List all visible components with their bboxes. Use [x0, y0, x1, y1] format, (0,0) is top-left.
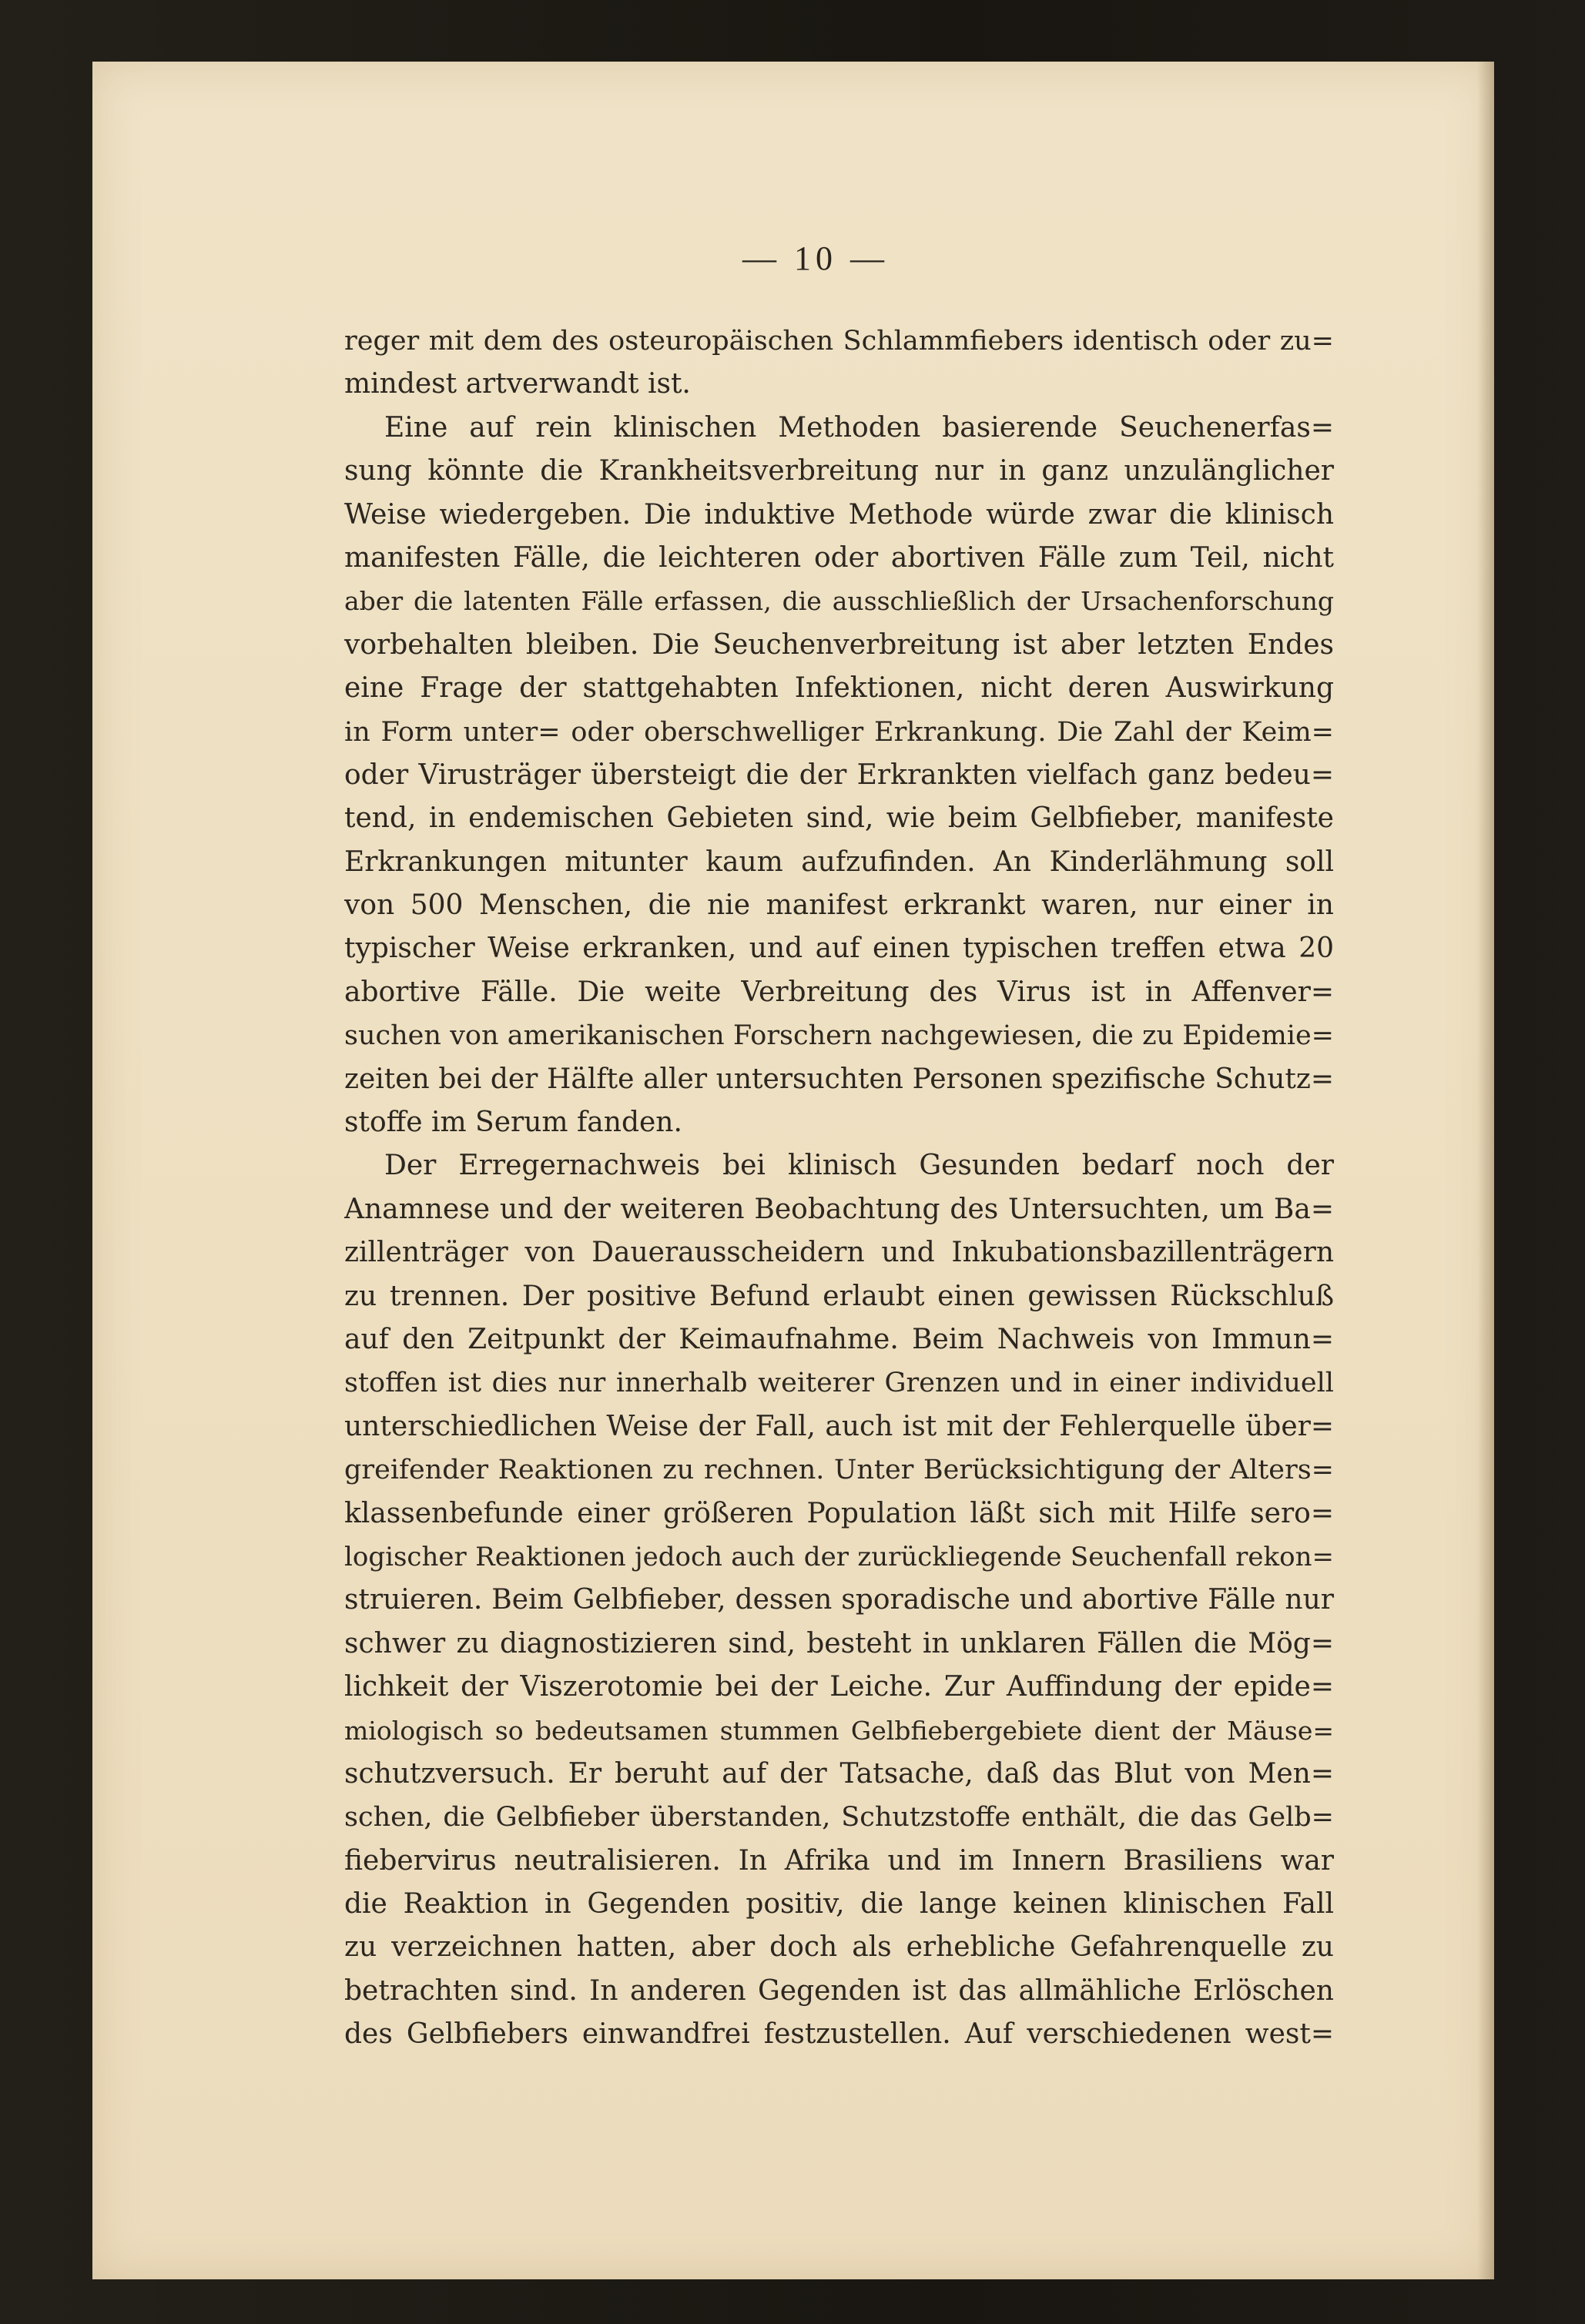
text-line: tend, in endemischen Gebieten sind, wie beim Gelbfieber, manifeste	[344, 802, 1334, 835]
text-line: sung könnte die Krankheitsverbreitung nur in ganz unzulänglicher	[344, 455, 1334, 487]
text-line: Erkrankungen mitunter kaum aufzufinden. An Kinderlähmung soll	[344, 846, 1334, 878]
text-line: auf den Zeitpunkt der Keimaufnahme. Beim Nachweis von Immun=	[344, 1323, 1334, 1355]
body-text	[344, 320, 1334, 2057]
paragraph-3	[344, 1144, 1334, 2056]
text-line: des Gelbfiebers einwandfrei festzustellen. Auf verschiedenen west=	[344, 2018, 1334, 2051]
text-line: Anamnese und der weiteren Beobachtung des Untersuchten, um Ba=	[344, 1193, 1334, 1225]
text-line: abortive Fälle. Die weite Verbreitung des Virus ist in Affenver=	[344, 976, 1334, 1008]
text-line: zillenträger von Dauerausscheidern und Inkubationsbazillenträgern	[344, 1237, 1334, 1269]
text-line: betrachten sind. In anderen Gegenden ist das allmähliche Erlöschen	[344, 1974, 1334, 2007]
text-line: schutzversuch. Er beruht auf der Tatsache, daß das Blut von Men=	[344, 1757, 1334, 1790]
text-line: zu verzeichnen hatten, aber doch als erhebliche Gefahrenquelle zu	[344, 1931, 1334, 1964]
page-number: — 10 —	[742, 239, 889, 277]
paragraph-1	[344, 320, 1334, 407]
text-line: struieren. Beim Gelbfieber, dessen sporadische und abortive Fälle nur	[344, 1584, 1334, 1616]
text-line: aber die latenten Fälle erfassen, die ausschließlich der Ursachenforschung	[344, 586, 1334, 617]
text-line: lichkeit der Viszerotomie bei der Leiche. Zur Auffindung der epide=	[344, 1671, 1334, 1703]
text-line: fiebervirus neutralisieren. In Afrika und im Innern Brasiliens war	[344, 1844, 1334, 1877]
paragraph-2	[344, 407, 1334, 1145]
text-line: die Reaktion in Gegenden positiv, die lange keinen klinischen Fall	[344, 1888, 1334, 1920]
paper-edge-shadow	[1477, 62, 1494, 2279]
text-line: zu trennen. Der positive Befund erlaubt einen gewissen Rückschluß	[344, 1280, 1334, 1312]
text-line: klassenbefunde einer größeren Population läßt sich mit Hilfe sero=	[344, 1497, 1334, 1529]
text-line: stoffe im Serum fanden.	[344, 1107, 682, 1139]
text-line: Der Erregernachweis bei klinisch Gesunden bedarf noch der	[384, 1150, 1334, 1182]
text-line: eine Frage der stattgehabten Infektionen, nicht deren Auswirkung	[344, 672, 1334, 705]
text-line: in Form unter= oder oberschwelliger Erkrankung. Die Zahl der Keim=	[344, 716, 1334, 748]
text-line: suchen von amerikanischen Forschern nachgewiesen, die zu Epidemie=	[344, 1020, 1334, 1052]
text-line: greifender Reaktionen zu rechnen. Unter Berücksichtigung der Alters=	[344, 1455, 1334, 1486]
text-line: zeiten bei der Hälfte aller untersuchten Personen spezifische Schutz=	[344, 1063, 1334, 1095]
text-line: reger mit dem des osteuropäischen Schlammfiebers identisch oder zu=	[344, 326, 1334, 357]
text-line: logischer Reaktionen jedoch auch der zurückliegende Seuchenfall rekon=	[344, 1541, 1334, 1572]
text-line: schwer zu diagnostizieren sind, besteht in unklaren Fällen die Mög=	[344, 1627, 1334, 1659]
text-line: typischer Weise erkranken, und auf einen typischen treffen etwa 20	[344, 933, 1334, 965]
text-line: von 500 Menschen, die nie manifest erkrankt waren, nur einer in	[344, 889, 1334, 922]
text-line: miologisch so bedeutsamen stummen Gelbfiebergebiete dient der Mäuse=	[344, 1715, 1334, 1746]
text-line: Eine auf rein klinischen Methoden basierende Seuchenerfas=	[384, 411, 1334, 444]
text-line: oder Virusträger übersteigt die der Erkrankten vielfach ganz bedeu=	[344, 758, 1334, 791]
text-line: schen, die Gelbfieber überstanden, Schutzstoffe enthält, die das Gelb=	[344, 1802, 1334, 1833]
text-line: mindest artverwandt ist.	[344, 368, 691, 400]
text-line: Weise wiedergeben. Die induktive Methode würde zwar die klinisch	[344, 498, 1334, 531]
text-line: vorbehalten bleiben. Die Seuchenverbreitung ist aber letzten Endes	[344, 628, 1334, 661]
text-line: stoffen ist dies nur innerhalb weiterer Grenzen und in einer individuell	[344, 1368, 1334, 1399]
text-line: manifesten Fälle, die leichteren oder abortiven Fälle zum Teil, nicht	[344, 541, 1334, 574]
text-line: unterschiedlichen Weise der Fall, auch ist mit der Fehlerquelle über=	[344, 1410, 1334, 1442]
